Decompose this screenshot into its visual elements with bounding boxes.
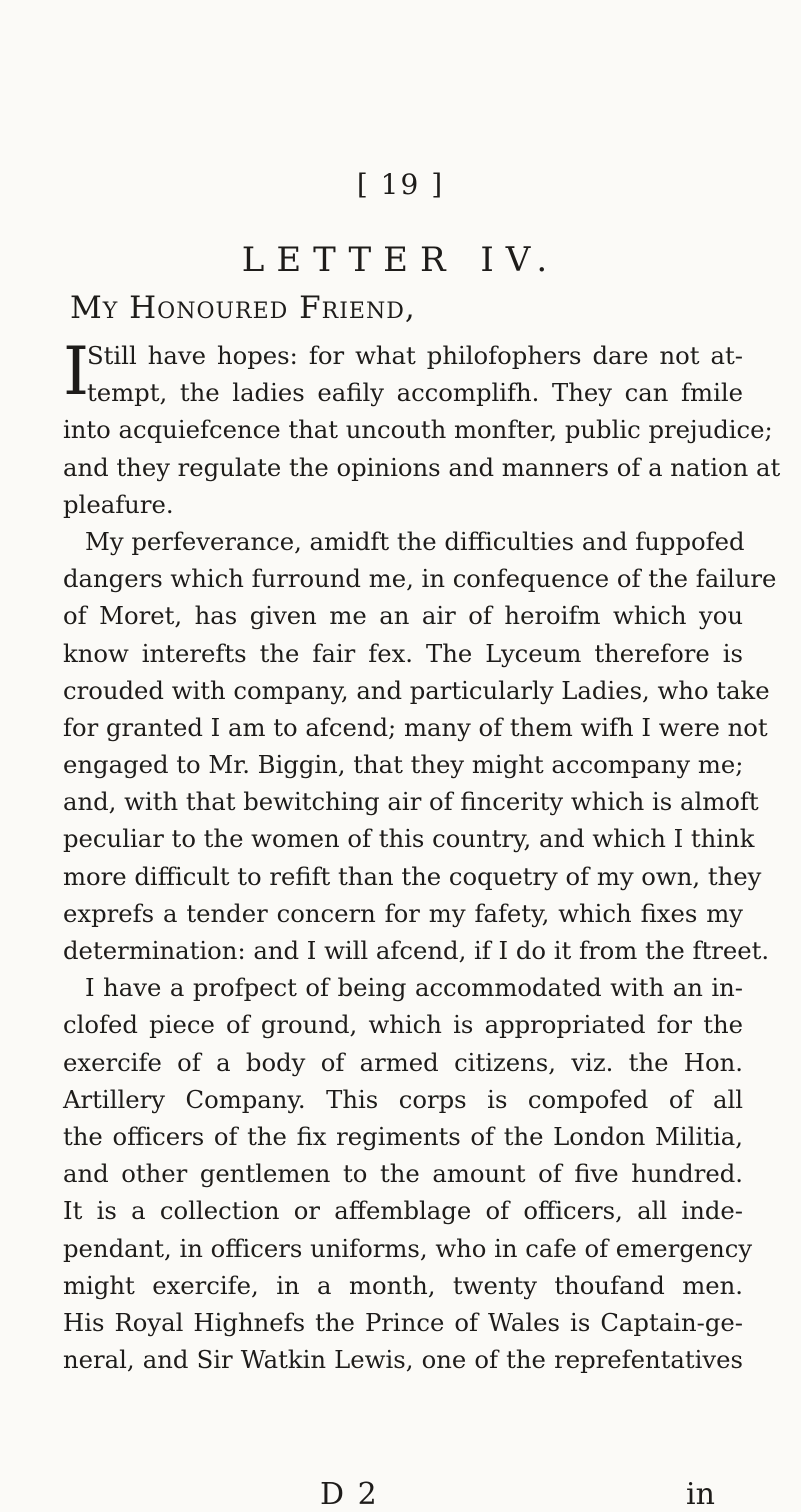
text-line: engaged to Mr. Biggin, that they might accompany me; — [63, 750, 744, 780]
text-line: Still have hopes: for what philofophers dare not at- — [87, 341, 743, 370]
text-line: dangers which furround me, in confequence of the failure — [63, 564, 777, 594]
text-line: the officers of the fix regiments of the London Militia, — [63, 1121, 743, 1151]
text-line: crouded with company, and particularly Ladies, who take — [63, 675, 770, 705]
text-line: and they regulate the opinions and manners of a nation at — [63, 452, 781, 482]
text-line: peculiar to the women of this country, and which I think — [63, 824, 755, 854]
text-line: and, with that bewitching air of fincerity which is almoft — [63, 787, 759, 817]
text-line: exercife of a body of armed citizens, viz. the Hon. — [63, 1047, 743, 1077]
text-line: neral, and Sir Watkin Lewis, one of the reprefentatives — [63, 1345, 743, 1375]
catchword: in — [686, 1477, 715, 1512]
text-line: My perfeverance, amidft the difficulties and fuppofed — [85, 526, 745, 556]
text-line: more difficult to refift than the coquetry of my own, they — [63, 861, 762, 891]
text-line: tempt, the ladies eafily accomplifh. They can fmile — [87, 378, 743, 408]
text-line: It is a collection or affemblage of officers, all inde- — [63, 1196, 743, 1226]
text-line: I have a profpect of being accommodated with an in- — [85, 973, 743, 1003]
signature-mark: D 2 — [320, 1477, 379, 1512]
text-line: pendant, in officers uniforms, who in cafe of emergency — [63, 1233, 753, 1263]
text-line: His Royal Highnefs the Prince of Wales is Captain-ge- — [63, 1307, 743, 1337]
text-line: know interefts the fair fex. The Lyceum therefore is — [63, 638, 743, 668]
text-line: Artillery Company. This corps is compofed of all — [63, 1084, 743, 1114]
drop-cap: I — [63, 333, 90, 410]
letter-heading: LETTER IV. — [241, 240, 560, 280]
salutation: My Honoured Friend, — [70, 290, 416, 326]
text-line: of Moret, has given me an air of heroifm which you — [63, 601, 743, 631]
text-line: exprefs a tender concern for my fafety, which fixes my — [63, 898, 743, 928]
text-line: for granted I am to afcend; many of them wifh I were not — [63, 712, 768, 742]
text-line: might exercife, in a month, twenty thoufand men. — [63, 1270, 743, 1300]
text-line: and other gentlemen to the amount of five hundred. — [63, 1159, 743, 1189]
text-line: clofed piece of ground, which is appropriated for the — [63, 1010, 743, 1040]
page-number: [ 19 ] — [356, 168, 445, 201]
text-line: pleafure. — [63, 489, 174, 519]
text-line: into acquiefcence that uncouth monfter, public prejudice; — [63, 415, 773, 445]
letter-body — [63, 333, 781, 1378]
text-line: determination: and I will afcend, if I do it from the ftreet. — [63, 936, 770, 965]
